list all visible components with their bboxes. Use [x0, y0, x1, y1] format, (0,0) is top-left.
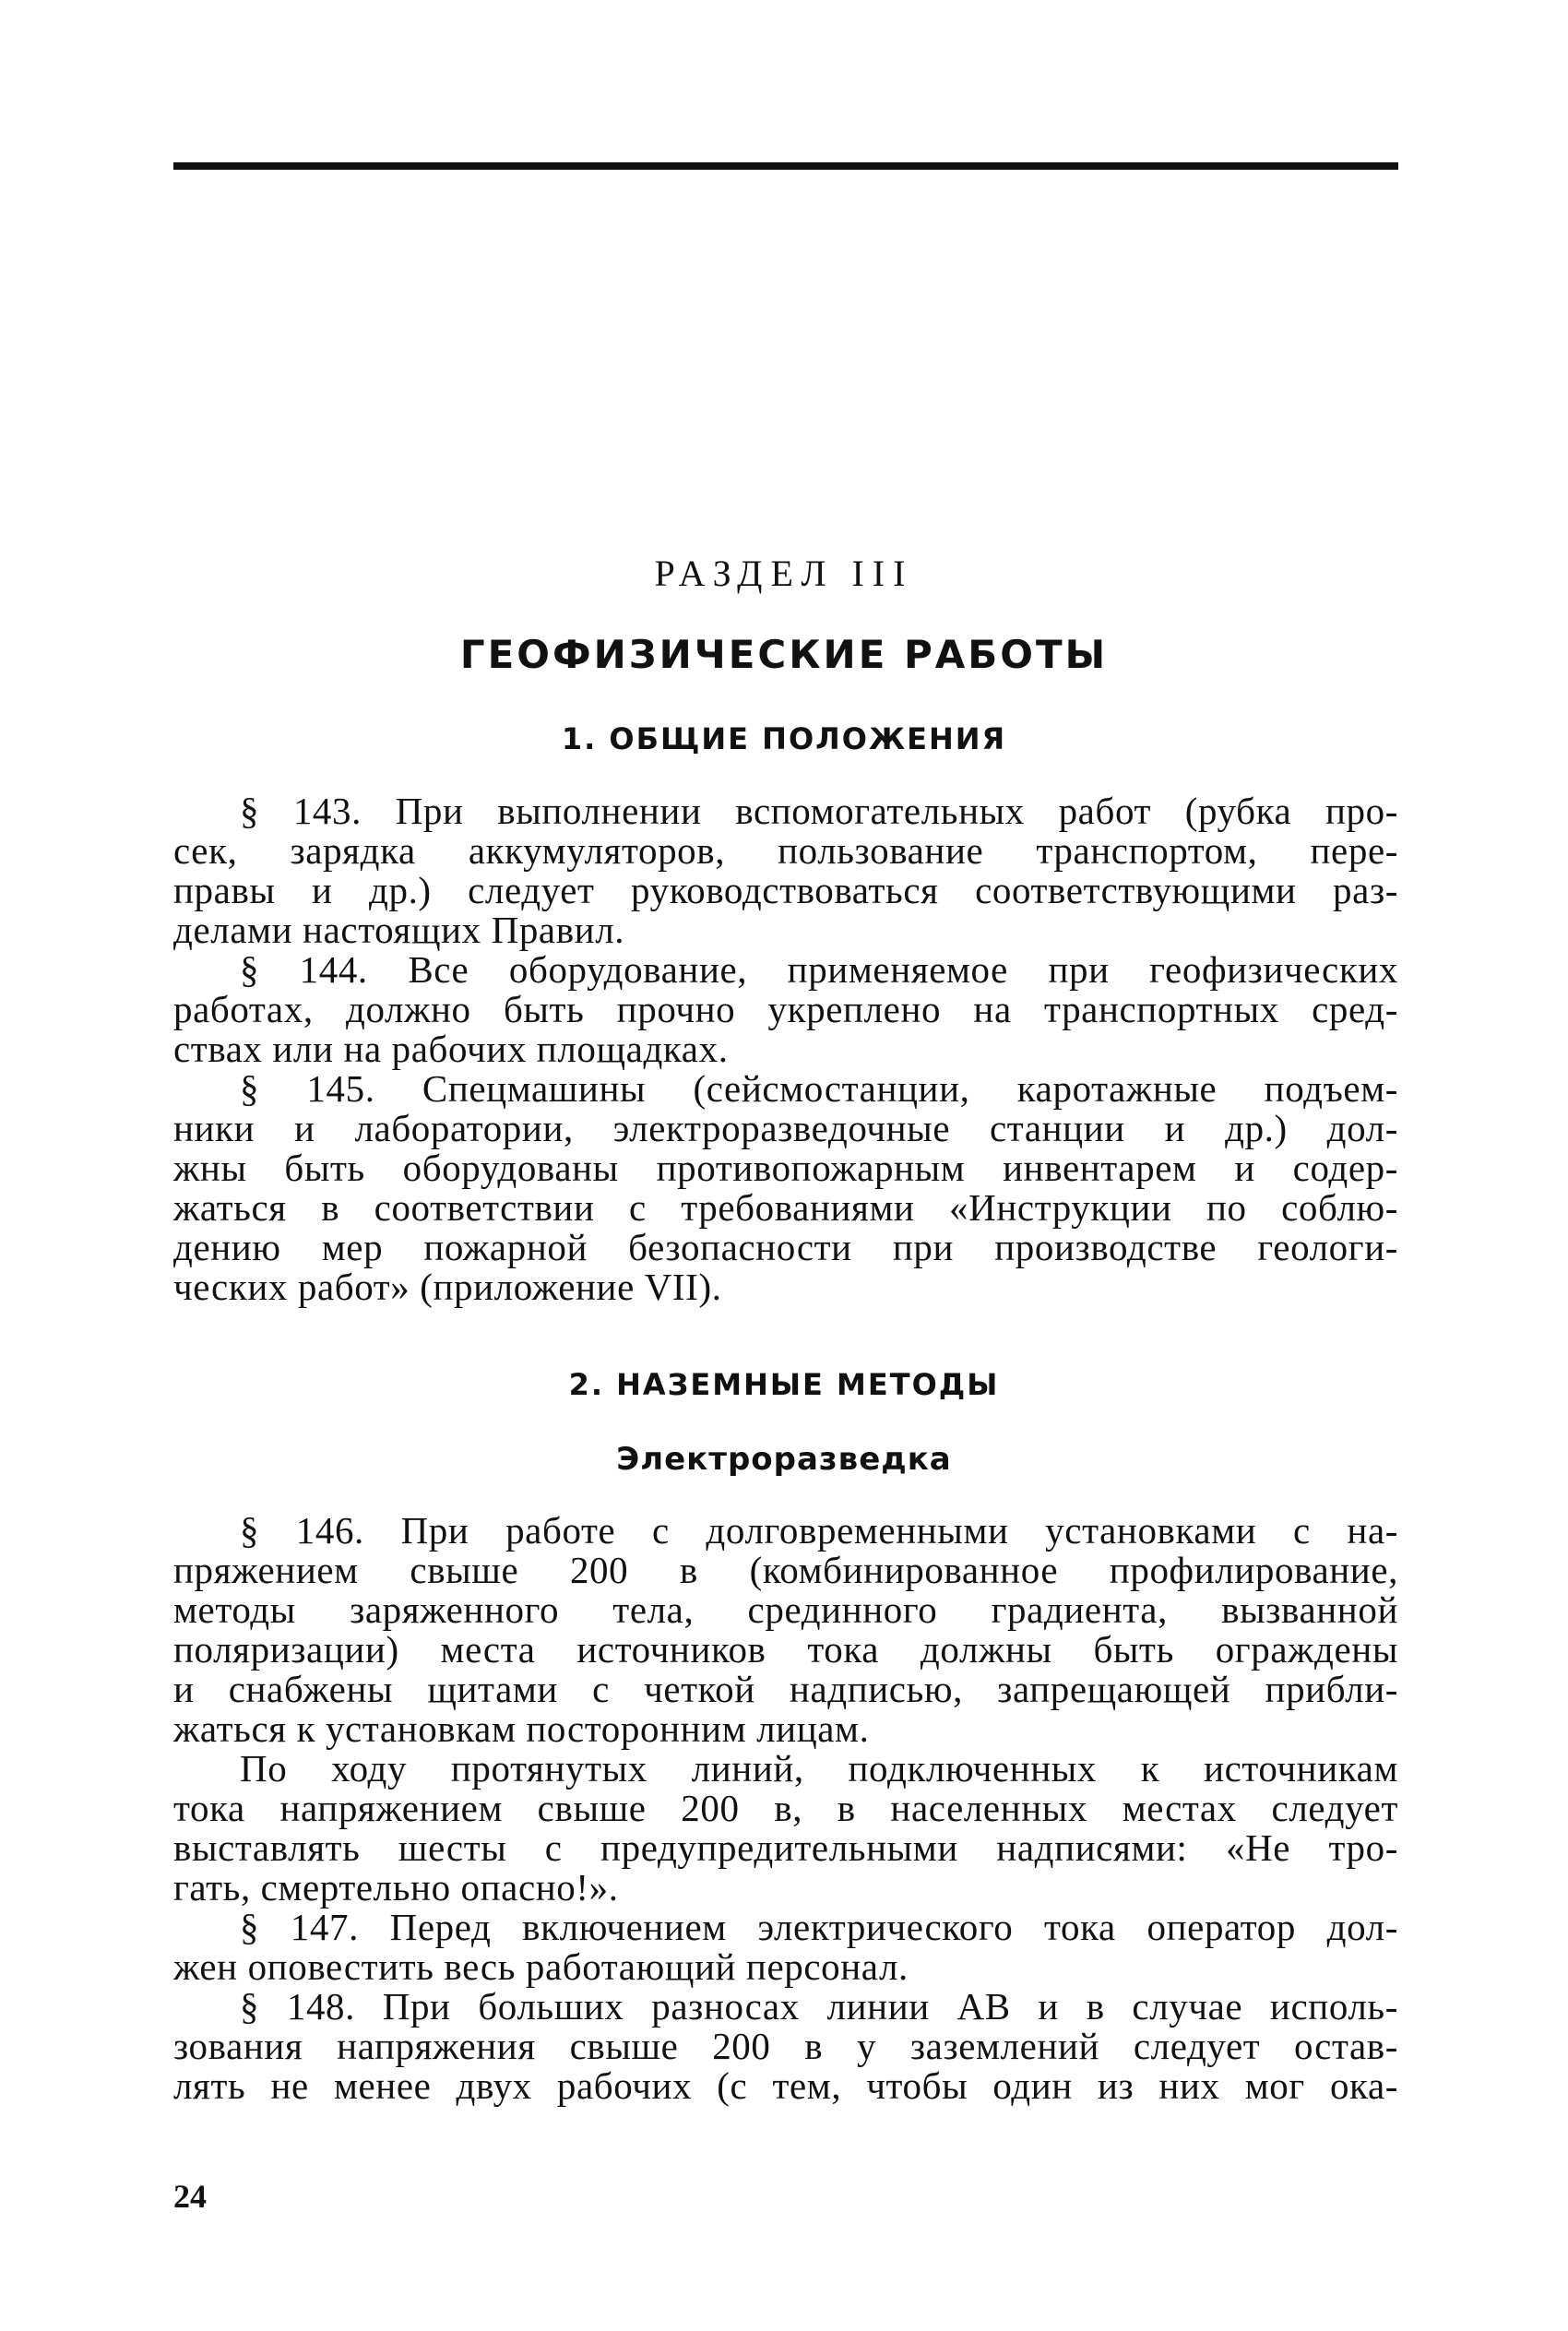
text-line: гать, смертельно опасно!».: [173, 1866, 619, 1909]
text-line: ники и лаборатории, электроразведочные станции и др.) дол-: [173, 1107, 1398, 1149]
text-line: § 145. Спецмашины (сейсмостанции, каротажные подъем-: [240, 1067, 1398, 1110]
text-block-general-provisions: [173, 791, 1398, 1307]
text-line: лять не менее двух рабочих (с тем, чтобы один из них мог ока-: [173, 2064, 1398, 2107]
text-line: жны быть оборудованы противопожарным инвентарем и содер-: [173, 1147, 1398, 1189]
section-label: РАЗДЕЛ III: [654, 553, 914, 594]
text-line: жен оповестить весь работающий персонал.: [173, 1945, 909, 1988]
text-line: жаться к установкам посторонним лицам.: [173, 1707, 870, 1750]
text-line: § 144. Все оборудование, применяемое при геофизических: [240, 948, 1398, 991]
page-number: 24: [173, 2178, 207, 2215]
text-line: § 148. При больших разносах линии AB и в случае исполь-: [240, 1985, 1398, 2028]
text-line: сек, зарядка аккумуляторов, пользование транспортом, пере-: [173, 829, 1398, 872]
text-line: работах, должно быть прочно укреплено на транспортных сред-: [173, 988, 1398, 1030]
subsection-subheading-electro: Электроразведка: [616, 1441, 952, 1478]
text-line: поляризации) места источников тока должны быть ограждены: [173, 1628, 1398, 1671]
text-line: делами настоящих Правил.: [173, 909, 625, 951]
subsection-heading-ground-methods: 2. НАЗЕМНЫЕ МЕТОДЫ: [568, 1367, 1000, 1402]
text-line: По ходу протянутых линий, подключенных к источникам: [240, 1747, 1398, 1790]
text-line: ческих работ» (приложение VII).: [173, 1266, 722, 1308]
section-title: ГЕОФИЗИЧЕСКИЕ РАБОТЫ: [459, 632, 1109, 677]
text-line: зования напряжения свыше 200 в у заземлений следует остав-: [173, 2025, 1398, 2067]
subsection-heading-general: 1. ОБЩИЕ ПОЛОЖЕНИЯ: [561, 721, 1007, 756]
text-line: дению мер пожарной безопасности при производстве геологи-: [173, 1226, 1398, 1268]
text-line: методы заряженного тела, срединного градиента, вызванной: [173, 1588, 1398, 1631]
text-line: выставлять шесты с предупредительными надписями: «Не тро-: [173, 1826, 1398, 1869]
text-line: § 143. При выполнении вспомогательных работ (рубка про-: [240, 790, 1398, 832]
text-line: пряжением свыше 200 в (комбинированное профилирование,: [173, 1549, 1398, 1591]
text-line: и снабжены щитами с четкой надписью, запрещающей прибли-: [173, 1668, 1398, 1710]
top-horizontal-rule: [173, 162, 1398, 170]
text-line: ствах или на рабочих площадках.: [173, 1028, 729, 1070]
text-line: § 146. При работе с долговременными установками с на-: [240, 1509, 1398, 1552]
text-line: тока напряжением свыше 200 в, в населенных местах следует: [173, 1787, 1398, 1829]
text-block-electroprospecting: [173, 1511, 1398, 2106]
text-line: жаться в соответствии с требованиями «Инструкции по соблю-: [173, 1186, 1398, 1229]
text-line: правы и др.) следует руководствоваться соответствующими раз-: [173, 869, 1398, 911]
text-line: § 147. Перед включением электрического тока оператор дол-: [240, 1906, 1398, 1948]
